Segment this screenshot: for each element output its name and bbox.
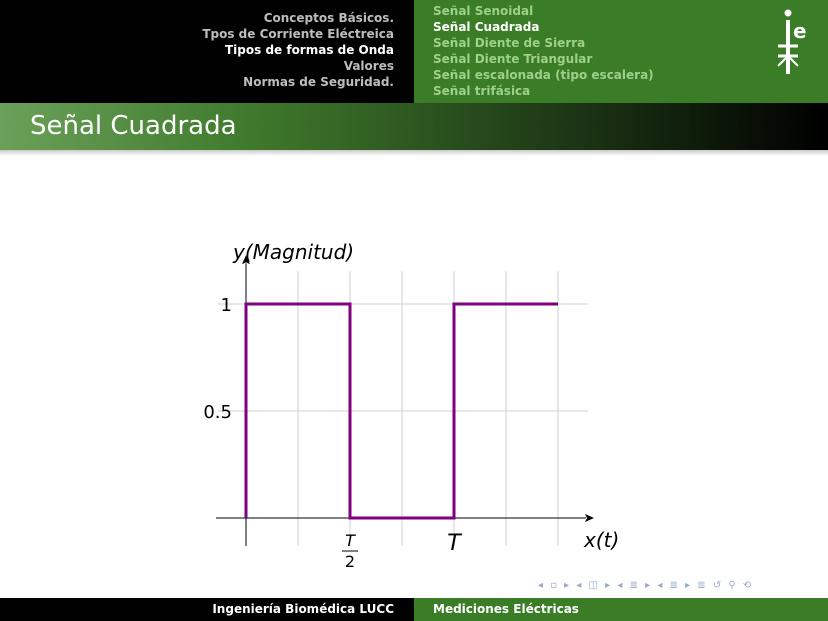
y-tick-label: 1 (220, 295, 232, 316)
beamer-footer (0, 598, 828, 621)
chart-x-axis-label: x(t) (584, 528, 620, 552)
subsection-nav-panel (414, 0, 828, 103)
section-list (202, 10, 394, 90)
frame-title: Señal Cuadrada (30, 111, 237, 141)
ie-logo-icon (776, 8, 816, 80)
footer-right (414, 598, 828, 621)
x-tick-label-numerator: T (345, 531, 355, 550)
x-tick-label: T (447, 531, 461, 556)
subsection-item[interactable]: Señal trifásica (433, 84, 531, 98)
square-wave-chart (190, 195, 640, 585)
section-item-active[interactable]: Tipos de formas de Onda (224, 43, 394, 57)
title-shadow (0, 150, 828, 156)
section-item[interactable]: Normas de Seguridad. (243, 75, 394, 89)
footer-left (0, 598, 414, 621)
frame-title-bar (0, 103, 828, 150)
section-item[interactable]: Tpos de Corriente Eléctreica (202, 27, 394, 41)
subsection-item[interactable]: Señal Diente Triangular (433, 52, 593, 66)
beamer-nav-symbols[interactable]: ◂ ▫ ▸ ◂ ◫ ▸ ◂ ≣ ▸ ◂ ≣ ▸ ≣ ↺ ⚲ ⟲ (538, 580, 754, 591)
section-item[interactable]: Conceptos Básicos. (263, 11, 394, 25)
section-item[interactable]: Valores (343, 59, 394, 73)
x-axis-arrow-icon (585, 514, 594, 522)
subsection-list (433, 3, 654, 99)
chart-y-axis-label: y(Magnitud) (233, 240, 355, 265)
subsection-item-active[interactable]: Señal Cuadrada (433, 20, 540, 34)
subsection-item[interactable]: Señal Senoidal (433, 4, 534, 18)
subsection-item[interactable]: Señal escalonada (tipo escalera) (433, 68, 654, 82)
chart-grid (218, 271, 588, 546)
svg-text:e: e (793, 19, 807, 43)
section-nav-panel (0, 0, 414, 103)
x-tick-label-denominator: 2 (344, 552, 356, 571)
footer-course: Mediciones Eléctricas (433, 602, 579, 616)
footer-institution: Ingeniería Biomédica LUCC (212, 602, 394, 616)
chart-axes (216, 255, 594, 546)
chart-ticks (203, 295, 462, 571)
beamer-header (0, 0, 828, 103)
y-tick-label: 0.5 (203, 402, 232, 423)
subsection-item[interactable]: Señal Diente de Sierra (433, 36, 586, 50)
